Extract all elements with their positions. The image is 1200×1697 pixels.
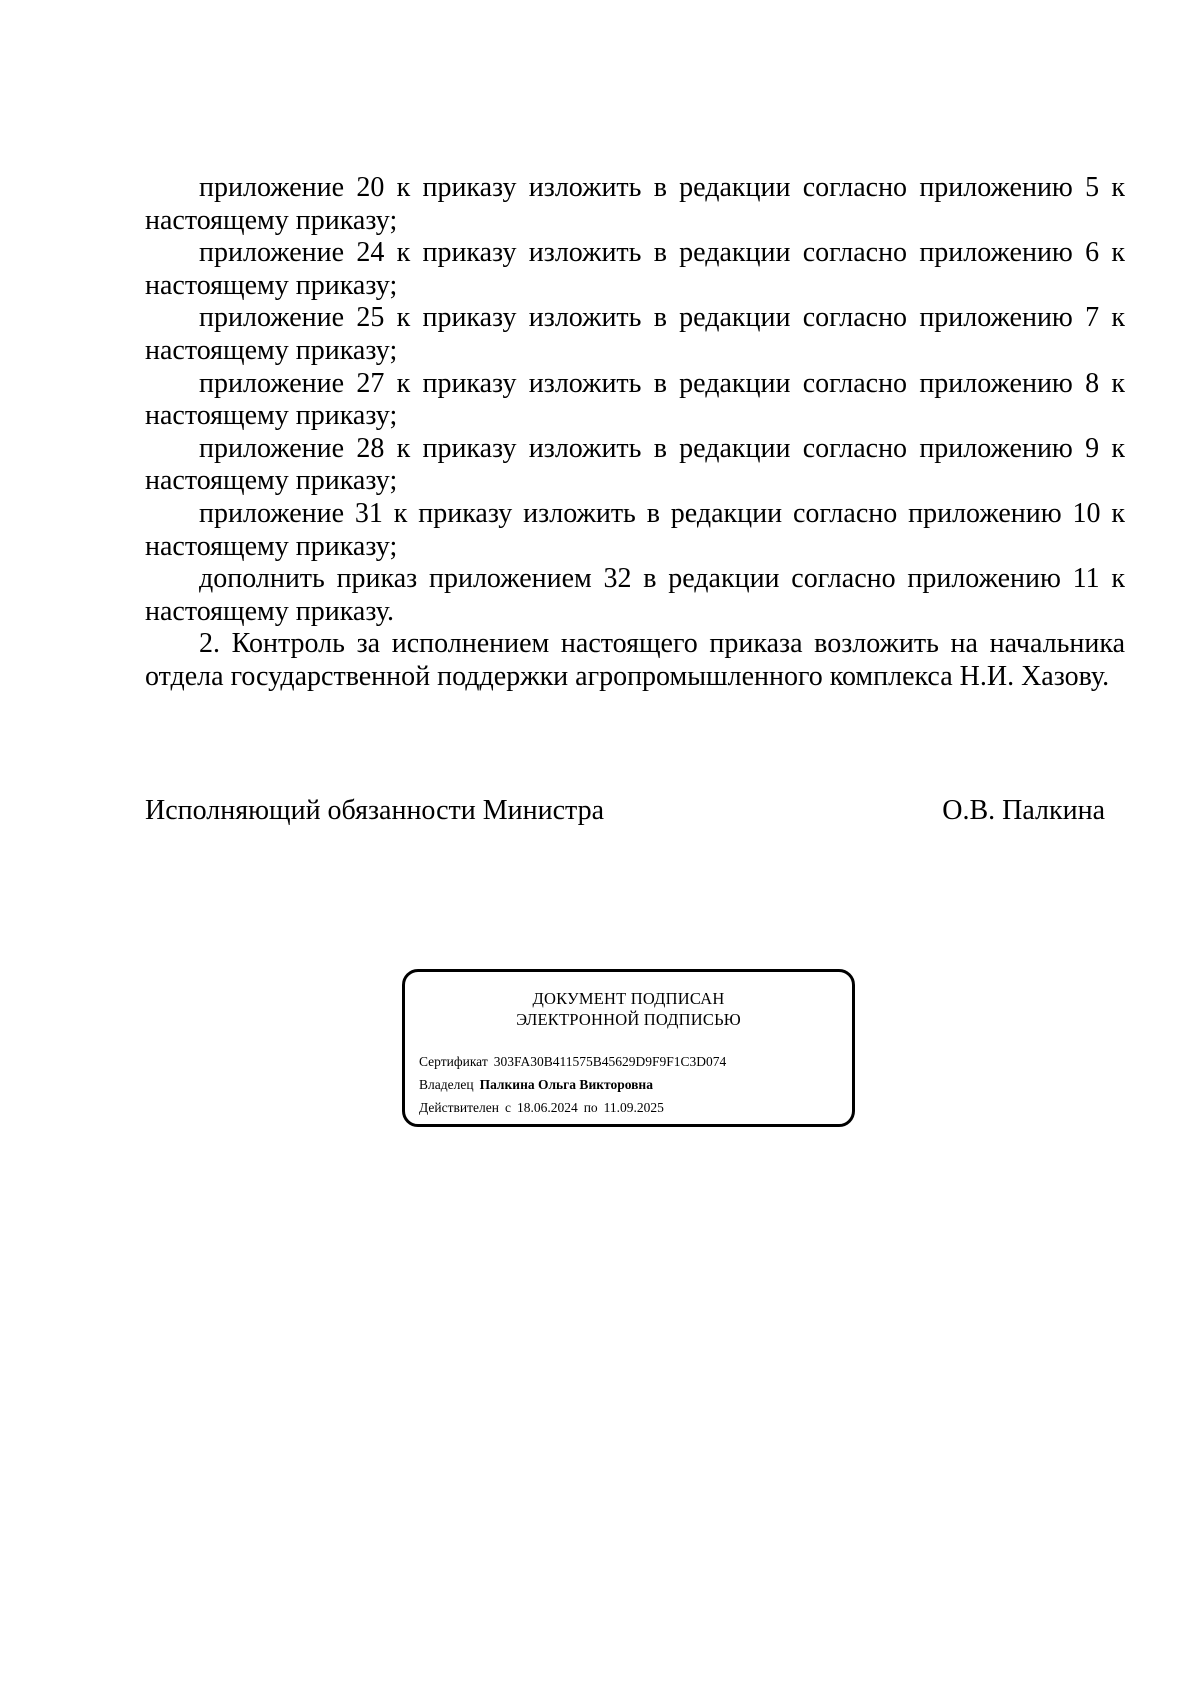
certificate-row	[419, 1050, 849, 1073]
valid-label: Действителен	[419, 1100, 499, 1115]
owner-label: Владелец	[419, 1077, 474, 1092]
valid-from-label: с	[504, 1100, 511, 1115]
validity-row	[419, 1096, 849, 1119]
paragraph-appendix-20: приложение 20 к приказу изложить в редакции согласно приложению 5 к настоящему приказу;	[145, 172, 1125, 236]
valid-to-date: 11.09.2025	[603, 1100, 664, 1115]
paragraph-appendix-24: приложение 24 к приказу изложить в редакции согласно приложению 6 к настоящему приказу;	[145, 237, 1125, 301]
certificate-value: 303FA30B411575B45629D9F9F1C3D074	[493, 1054, 727, 1069]
valid-from-date: 18.06.2024	[516, 1100, 578, 1115]
stamp-title-line-2: ЭЛЕКТРОННОЙ ПОДПИСЬЮ	[516, 1010, 741, 1029]
owner-value: Палкина Ольга Викторовна	[479, 1077, 653, 1092]
order-body-text	[145, 172, 1125, 694]
stamp-title-line-1: ДОКУМЕНТ ПОДПИСАН	[532, 989, 725, 1008]
paragraph-appendix-25: приложение 25 к приказу изложить в редакции согласно приложению 7 к настоящему приказу;	[145, 302, 1125, 366]
paragraph-appendix-28: приложение 28 к приказу изложить в редакции согласно приложению 9 к настоящему приказу;	[145, 432, 1125, 497]
electronic-signature-stamp	[402, 969, 855, 1127]
stamp-details	[419, 1050, 849, 1119]
paragraph-appendix-31: приложение 31 к приказу изложить в редакции согласно приложению 10 к настоящему приказу;	[145, 497, 1125, 562]
signatory-name: О.В. Палкина	[942, 795, 1105, 826]
signatory-role: Исполняющий обязанности Министра	[145, 795, 605, 826]
owner-row	[419, 1073, 849, 1096]
stamp-title	[405, 988, 852, 1030]
paragraph-control: 2. Контроль за исполнением настоящего приказа возложить на начальника отдела государственной поддержки агропромышленного комплекса Н.И. Хазову.	[145, 628, 1125, 692]
certificate-label: Сертификат	[419, 1054, 488, 1069]
paragraph-appendix-27: приложение 27 к приказу изложить в редакции согласно приложению 8 к настоящему приказу;	[145, 367, 1125, 432]
valid-to-label: по	[583, 1100, 598, 1115]
paragraph-appendix-32: дополнить приказ приложением 32 в редакции согласно приложению 11 к настоящему приказу.	[145, 563, 1125, 627]
